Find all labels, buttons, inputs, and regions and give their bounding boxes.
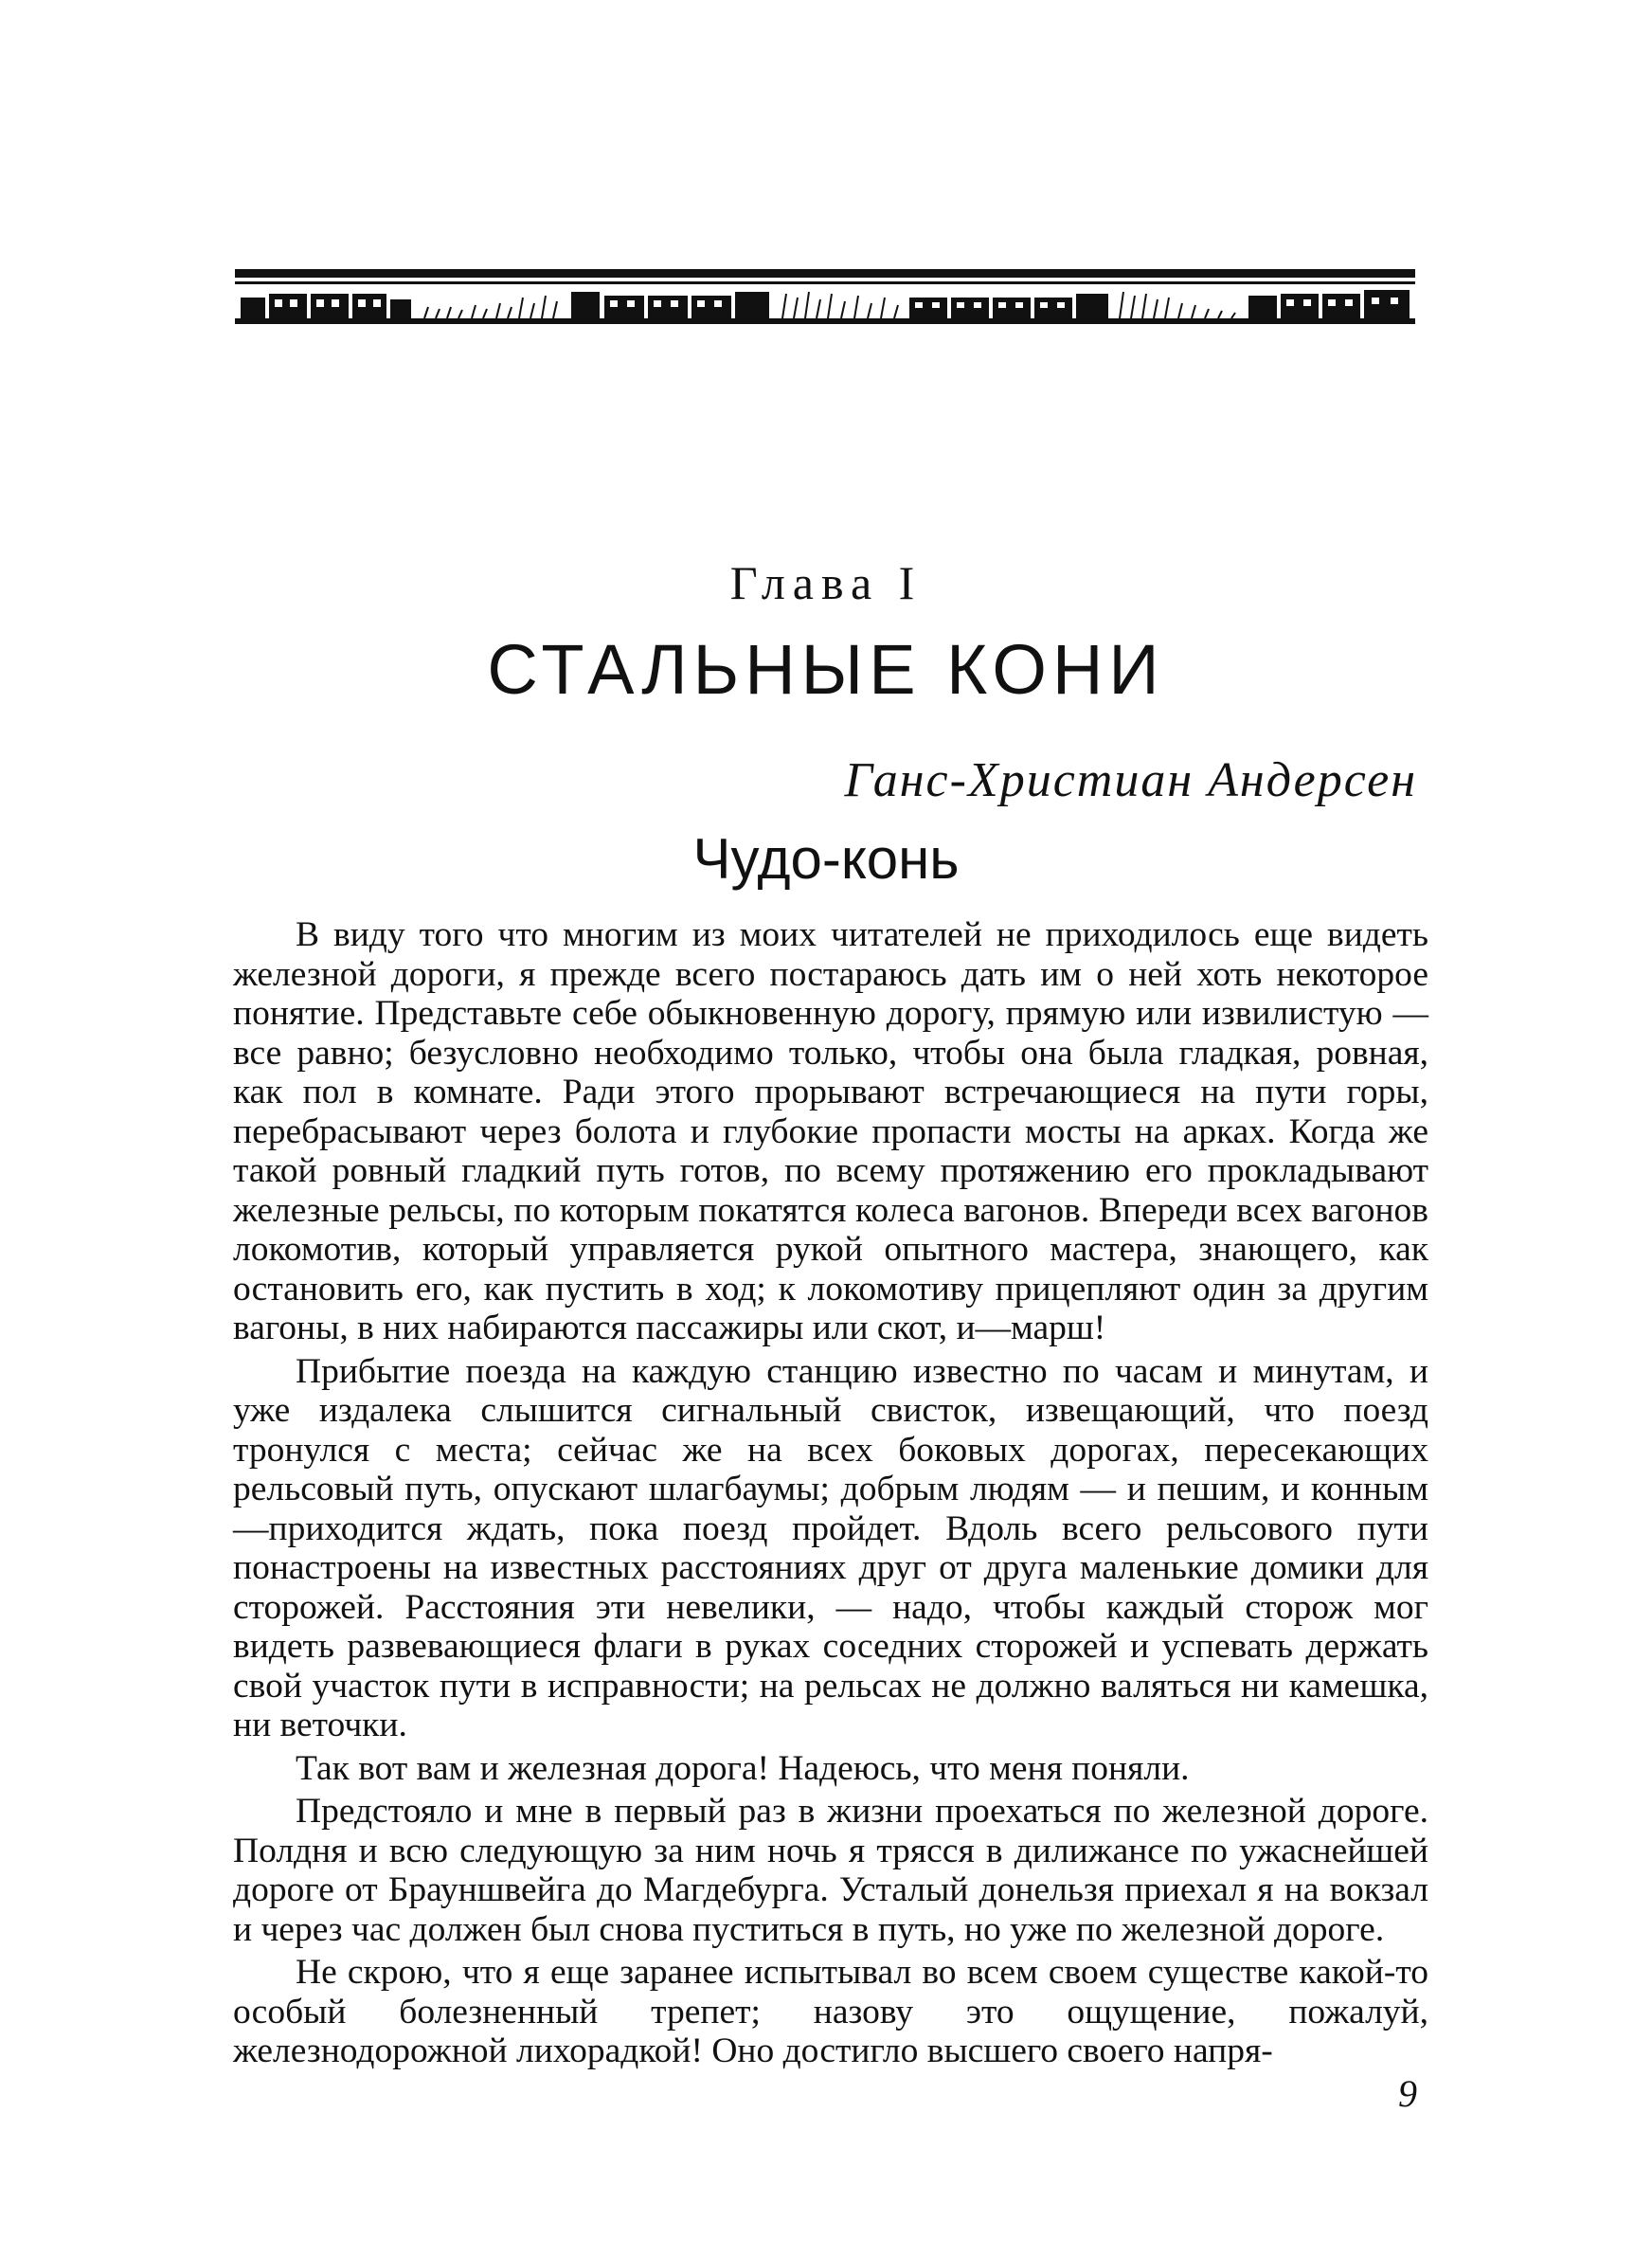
story-author: Ганс-Христиан Андерсен — [844, 753, 1417, 807]
train-ornament-image — [235, 269, 1415, 328]
train-ornament-banner — [235, 269, 1415, 328]
story-body — [233, 915, 1428, 2071]
paragraph: Не скрою, что я еще заранее испытывал во всем своем существе какой-то особый болезненный трепет; назову это ощущение, пожалуй, железнодорожной лихорадкой! Оно достигло высшего своего напря- — [233, 1953, 1428, 2070]
paragraph: Так вот вам и железная дорога! Надеюсь, что меня поняли. — [296, 1748, 1190, 1788]
paragraph: Прибытие поезда на каждую станцию известно по часам и минутам, и уже издалека слышится сигнальный свисток, извещающий, что поезд тронулся с места; сейчас же на всех боковых дорогах, пересекающих рельсовый путь, опускают шлагбаумы; добрым людям — и пешим, и конным—приходится ждать, пока поезд пройдет. Вдоль всего рельсового пути понастроены на известных расстояниях друг от друга маленькие домики для сторожей. Расстояния эти невелики, — надо, чтобы каждый сторож мог видеть развевающиеся флаги в руках соседних сторожей и успевать держать свой участок пути в исправности; на рельсах не должно валяться ни камешка, ни веточки. — [233, 1351, 1428, 1744]
paragraph: Предстояло и мне в первый раз в жизни проехаться по железной дороге. Полдня и всю следующую за ним ночь я трясся в дилижансе по ужаснейшей дороге от Брауншвейга до Магдебурга. Усталый донельзя приехал я на вокзал и через час должен был снова пуститься в путь, но уже по железной дороге. — [233, 1792, 1428, 1949]
story-title: Чудо-конь — [692, 827, 960, 891]
chapter-title: СТАЛЬНЫЕ КОНИ — [487, 630, 1165, 709]
chapter-label: Глава I — [729, 556, 923, 609]
paragraph: В виду того что многим из моих читателей не приходилось еще видеть железной дороги, я прежде всего постараюсь дать им о ней хоть некоторое понятие. Представьте себе обыкновенную дорогу, прямую или извилистую — все равно; безусловно необходимо только, чтобы она была гладкая, ровная, как пол в комнате. Ради этого прорывают встречающиеся на пути горы, перебрасывают через болота и глубокие пропасти мосты на арках. Когда же такой ровный гладкий путь готов, по всему протяжению его прокладывают железные рельсы, по которым покатятся колеса вагонов. Впереди всех вагонов локомотив, который управляется рукой опытного мастера, знающего, как остановить его, как пустить в ход; к локомотиву прицепляют один за другим вагоны, в них набираются пассажиры или скот, и—марш! — [233, 915, 1428, 1347]
page-number: 9 — [1398, 2072, 1417, 2115]
